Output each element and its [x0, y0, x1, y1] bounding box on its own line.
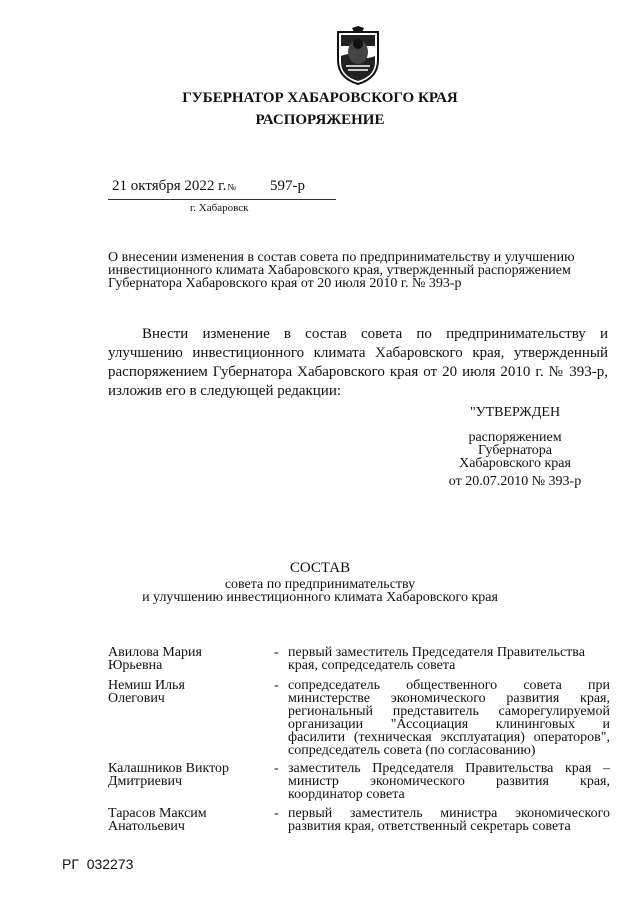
role-line: сопредседатель совета (по согласованию)	[288, 743, 536, 758]
member-dash: -	[274, 806, 279, 821]
role-line: министр экономического развития края,	[288, 774, 610, 789]
approval-line-4: Хабаровского края	[459, 456, 571, 471]
member-name	[108, 646, 268, 672]
approval-title: "УТВЕРЖДЕН	[469, 405, 561, 420]
member-patronymic: Дмитриевич	[108, 774, 183, 789]
document-number: 597-р	[270, 178, 305, 194]
role-line: края, сопредседатель совета	[288, 658, 456, 673]
member-dash: -	[274, 645, 279, 660]
member-role	[288, 807, 610, 833]
member-dash: -	[274, 678, 279, 693]
role-line: первый заместитель Председателя Правительства	[288, 645, 585, 660]
date-underline	[108, 199, 336, 200]
document-city: г. Хабаровск	[190, 202, 249, 214]
member-role	[288, 679, 610, 757]
role-line: министерстве экономического развития края,	[288, 691, 610, 706]
body-paragraph: Внести изменение в состав совета по предпринимательству и улучшению инвестиционного климата Хабаровского края, утвержденный распоряжением Губернатора Хабаровского края от 20 июля 2010 г. № 393-р, изложив его в следующей редакции:	[108, 326, 608, 399]
member-patronymic: Олегович	[108, 691, 165, 706]
document-type: РАСПОРЯЖЕНИЕ	[255, 112, 385, 128]
member-name	[108, 762, 268, 788]
approval-line-3: Губернатора	[477, 443, 553, 458]
coat-of-arms-emblem	[332, 26, 384, 86]
role-line: заместитель Председателя Правительства края –	[288, 761, 610, 776]
form-series: РГ	[62, 856, 79, 872]
member-surname: Калашников Виктор	[108, 761, 230, 776]
member-surname: Тарасов Максим	[108, 806, 207, 821]
date-value: 21 октября 2022 г.	[112, 178, 227, 194]
member-name	[108, 807, 268, 833]
member-surname: Авилова Мария	[108, 645, 202, 660]
document-subject: О внесении изменения в состав совета по предпринимательству и улучшению инвестиционного климата Хабаровского края, утвержденный распоряжением Губернатора Хабаровского края от 20 июля 2010 г. № 393-р	[108, 250, 575, 291]
member-dash: -	[274, 761, 279, 776]
member-role	[288, 762, 610, 801]
member-name	[108, 679, 268, 705]
approval-line-5: от 20.07.2010 № 393-р	[448, 474, 582, 489]
document-date	[112, 178, 236, 195]
member-surname: Немиш Илья	[108, 678, 185, 693]
form-serial-number: 032273	[86, 856, 134, 872]
role-line: региональный представитель саморегулируемой	[288, 704, 610, 719]
role-line: координатор совета	[288, 787, 405, 802]
form-serial	[62, 856, 133, 872]
role-line: фасилити (техническая эксплуатация) операторов",	[288, 730, 610, 745]
role-line: организации "Ассоциация клининговых и	[288, 717, 610, 732]
member-role	[288, 646, 610, 672]
role-line: сопредседатель общественного совета при	[288, 678, 610, 693]
approval-line-2: распоряжением	[468, 430, 562, 445]
composition-title: СОСТАВ	[289, 560, 351, 576]
role-line: первый заместитель министра экономического	[288, 806, 610, 821]
number-sign: №	[227, 182, 236, 192]
member-patronymic: Анатольевич	[108, 819, 185, 834]
composition-subtitle-1: совета по предпринимательству	[224, 577, 416, 592]
header-title: ГУБЕРНАТОР ХАБАРОВСКОГО КРАЯ	[182, 90, 458, 106]
member-patronymic: Юрьевна	[108, 658, 163, 673]
composition-subtitle-2: и улучшению инвестиционного климата Хабаровского края	[142, 590, 498, 605]
document-body	[108, 325, 608, 401]
role-line: развития края, ответственный секретарь совета	[288, 819, 571, 834]
